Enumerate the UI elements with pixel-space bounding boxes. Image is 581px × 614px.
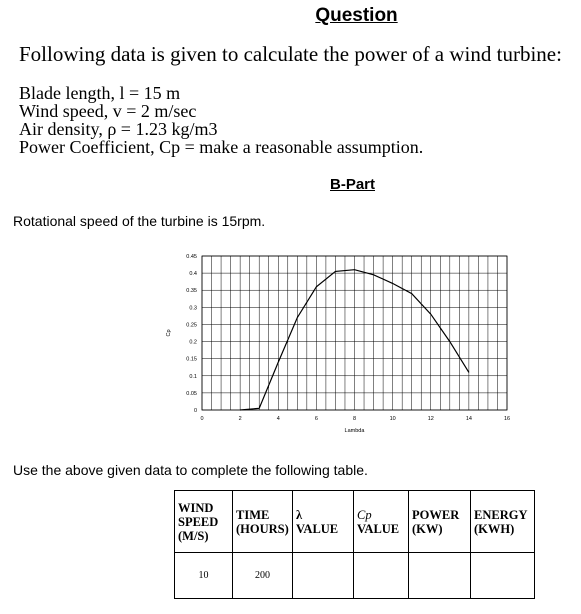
header-cp-line2: VALUE (357, 521, 400, 536)
x-tick-label: 0 (200, 416, 204, 422)
y-tick-label: 0.25 (186, 322, 197, 329)
x-tick-label: 14 (465, 416, 472, 422)
given-data (19, 84, 423, 156)
given-blade-length: Blade length, l = 15 m (19, 83, 181, 103)
cp-lambda-chart (160, 240, 580, 440)
header-time-line2: (HOURS) (236, 521, 289, 536)
y-tick-label: 0.2 (189, 339, 197, 346)
header-power-line2: (KW) (412, 521, 443, 536)
table-row (175, 553, 535, 599)
y-tick-label: 0.15 (186, 356, 197, 363)
table-header-row (175, 491, 535, 553)
header-time (233, 491, 293, 553)
header-cp-line1: Cp (357, 507, 372, 522)
cell-wind-speed: 10 (175, 553, 233, 599)
header-power-line1: POWER (412, 507, 460, 522)
x-tick-label: 2 (238, 416, 242, 422)
cell-time: 200 (233, 553, 293, 599)
header-lambda (293, 491, 354, 553)
y-tick-label: 0 (193, 408, 197, 414)
y-tick-label: 0.45 (186, 254, 197, 260)
header-cp (354, 491, 409, 553)
page-title: Question (315, 5, 398, 26)
header-lambda-line1: λ (296, 507, 303, 522)
x-tick-label: 10 (389, 416, 396, 422)
cell-energy (471, 553, 535, 599)
x-tick-label: 8 (352, 416, 357, 422)
y-tick-label: 0.35 (186, 288, 197, 295)
y-tick-label: 0.1 (189, 373, 197, 380)
header-energy (471, 491, 535, 553)
x-tick-label: 12 (427, 416, 434, 422)
header-time-line1: TIME (236, 507, 270, 522)
header-energy-line2: (KWH) (474, 521, 515, 536)
y-tick-label: 0.05 (186, 390, 197, 397)
cell-cp (354, 553, 409, 599)
intro-text: Following data is given to calculate the power of a wind turbine: (19, 42, 562, 66)
x-tick-label: 6 (314, 416, 318, 422)
header-wind-speed-line3: (M/S) (178, 528, 209, 543)
x-axis-label: Lambda (344, 428, 365, 434)
y-tick-label: 0.4 (189, 271, 197, 278)
header-lambda-line2: VALUE (296, 521, 339, 536)
header-wind-speed-line1: WIND (178, 500, 214, 515)
instruction-text: Use the above given data to complete the following table. (13, 462, 368, 478)
y-tick-label: 0.3 (189, 305, 197, 312)
given-power-coefficient: Power Coefficient, Cp = make a reasonable assumption. (19, 137, 424, 157)
results-table (174, 490, 535, 599)
cell-lambda (293, 553, 354, 599)
given-wind-speed: Wind speed, v = 2 m/sec (19, 101, 197, 121)
x-tick-label: 4 (276, 416, 280, 422)
y-axis-label: Cp (166, 329, 172, 337)
cell-power (409, 553, 471, 599)
header-power (409, 491, 471, 553)
header-wind-speed (175, 491, 233, 553)
rotational-speed-text: Rotational speed of the turbine is 15rpm. (13, 213, 266, 229)
given-air-density: Air density, ρ = 1.23 kg/m3 (19, 119, 218, 139)
x-tick-label: 16 (503, 416, 511, 422)
part-label: B-Part (330, 176, 376, 193)
header-energy-line1: ENERGY (474, 507, 528, 522)
header-wind-speed-line2: SPEED (178, 514, 219, 529)
